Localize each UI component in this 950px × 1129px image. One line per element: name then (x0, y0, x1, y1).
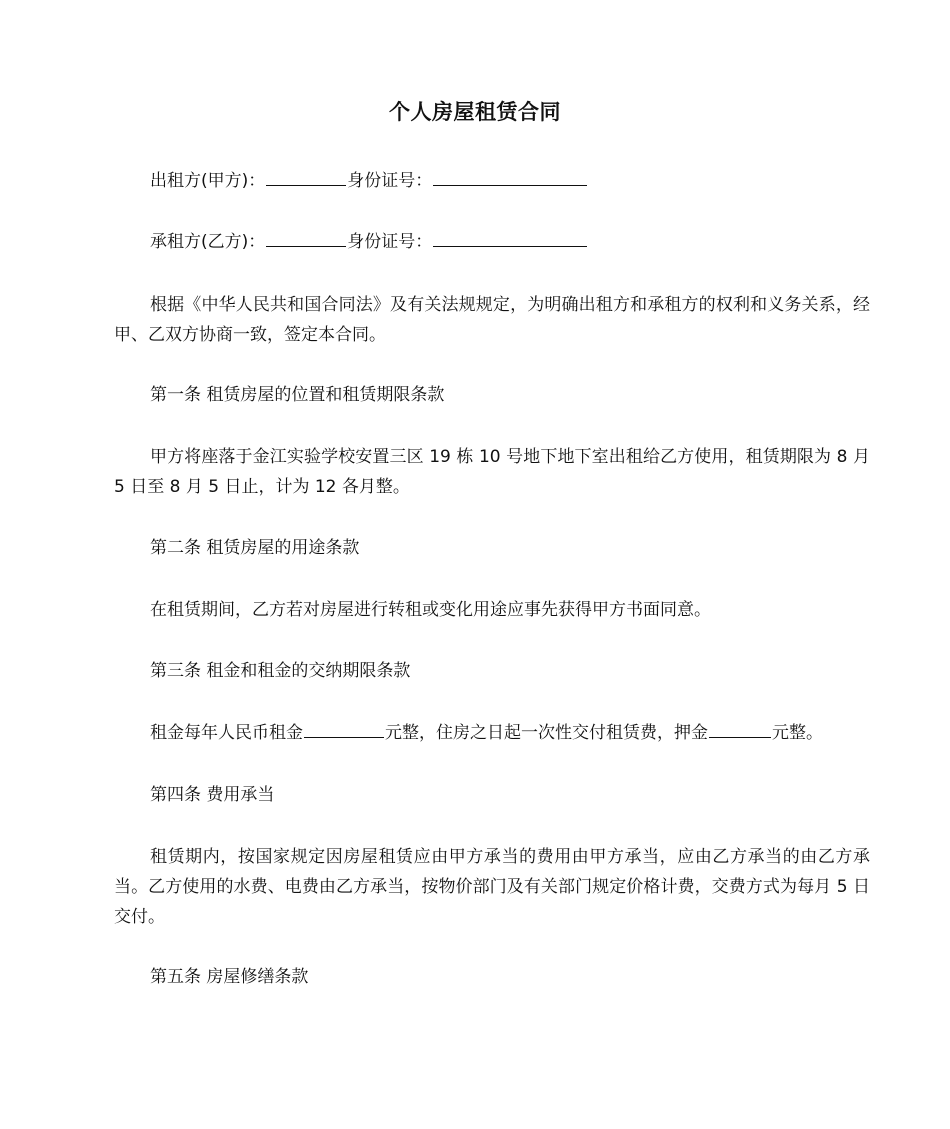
lessor-id-label: 身份证号： (347, 171, 433, 191)
lessor-line (150, 166, 588, 196)
article4-body: 租赁期内，按国家规定因房屋租赁应由甲方承当的费用由甲方承当，应由乙方承当的由乙方承当。乙方使用的水费、电费由乙方承当，按物价部门及有关部门规定价格计费，交费方式为每月 5 日交付。 (114, 847, 870, 927)
deposit-amount-blank (709, 719, 771, 738)
article3-body-part3: 元整。 (772, 723, 823, 743)
article3-body-part1: 租金每年人民币租金 (150, 723, 303, 743)
article2-heading: 第二条 租赁房屋的用途条款 (150, 538, 360, 558)
lessee-id-blank (433, 228, 587, 247)
article5-heading: 第五条 房屋修缮条款 (150, 967, 309, 987)
article3-heading: 第三条 租金和租金的交纳期限条款 (150, 661, 411, 681)
article4-heading: 第四条 费用承当 (150, 785, 275, 805)
lessor-label: 出租方(甲方)： (150, 171, 266, 191)
lessor-id-blank (433, 167, 587, 186)
preamble-paragraph: 根据《中华人民共和国合同法》及有关法规规定，为明确出租方和承租方的权利和义务关系，经甲、乙双方协商一致，签定本合同。 (114, 295, 870, 345)
lessee-label: 承租方(乙方)： (150, 232, 266, 252)
document-title: 个人房屋租赁合同 (389, 100, 561, 124)
article3-body (150, 718, 823, 748)
rent-amount-blank (304, 719, 384, 738)
lessor-name-blank (266, 167, 346, 186)
article2-body: 在租赁期间，乙方若对房屋进行转租或变化用途应事先获得甲方书面同意。 (150, 600, 711, 620)
article3-body-part2: 元整，住房之日起一次性交付租赁费，押金 (385, 723, 708, 743)
lessee-line (150, 227, 588, 257)
lessee-id-label: 身份证号： (347, 232, 433, 252)
lessee-name-blank (266, 228, 346, 247)
article1-body: 甲方将座落于金江实验学校安置三区 19 栋 10 号地下地下室出租给乙方使用，租赁期限为 8 月 5 日至 8 月 5 日止，计为 12 各月整。 (114, 447, 870, 497)
article1-heading: 第一条 租赁房屋的位置和租赁期限条款 (150, 385, 445, 405)
